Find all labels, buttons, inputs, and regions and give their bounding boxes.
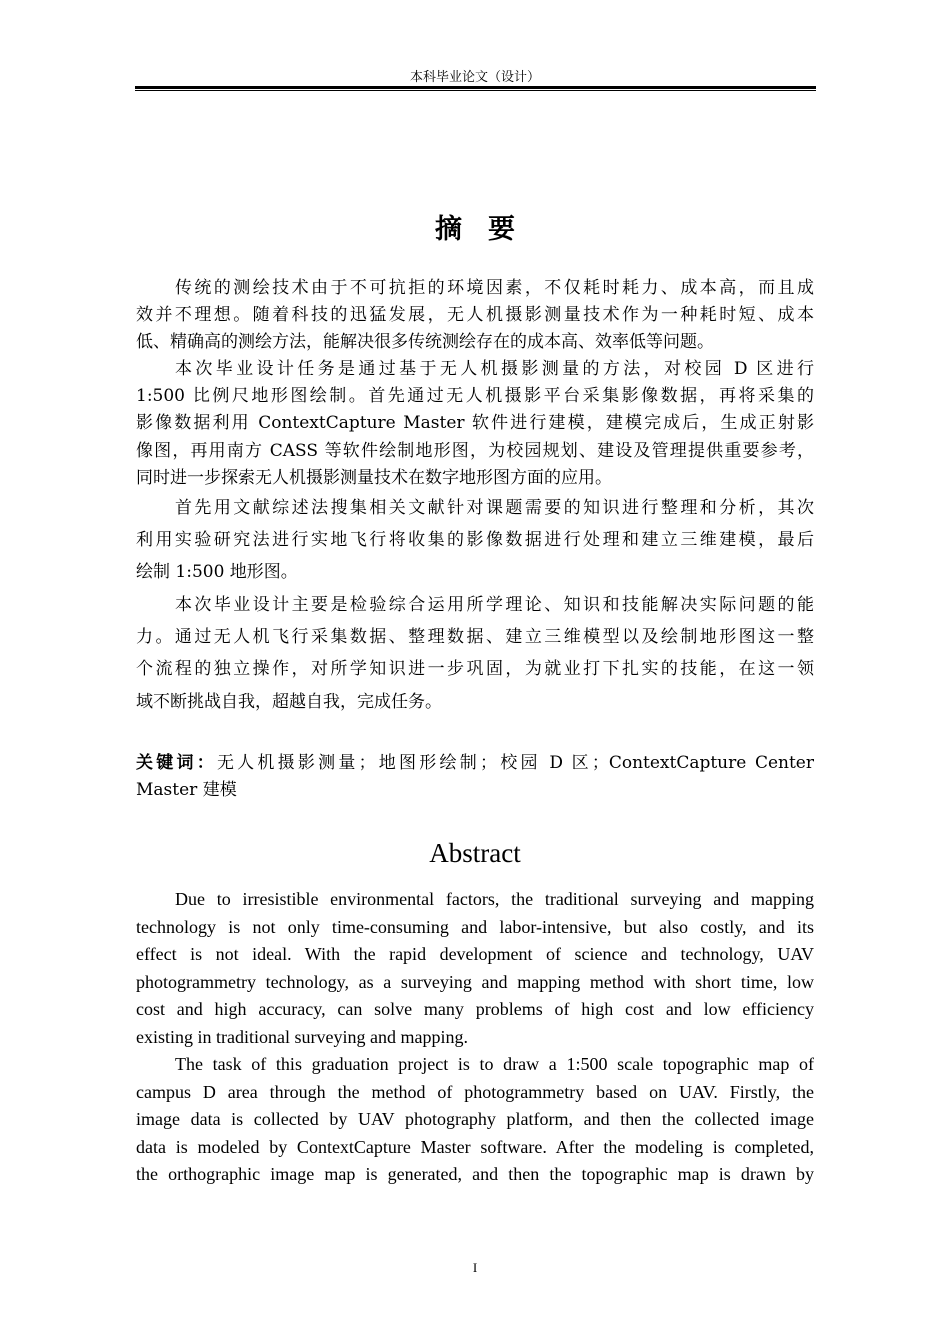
paragraph-line: Due to irresistible environmental factors, the traditional surveying and mapping xyxy=(175,889,814,909)
paragraph-line: 域不断挑战自我，超越自我，完成任务。 xyxy=(136,691,442,712)
paragraph-line: 同时进一步探索无人机摄影测量技术在数字地形图方面的应用。 xyxy=(136,467,612,488)
paragraph-line: campus D area through the method of photogrammetry based on UAV. Firstly, the xyxy=(136,1081,814,1102)
paragraph-line: The task of this graduation project is to draw a 1:500 scale topographic map of xyxy=(175,1054,814,1074)
header-rule-thin xyxy=(135,90,816,91)
keywords-text: 无人机摄影测量；地图形绘制；校园 D 区；ContextCapture Center xyxy=(216,753,814,773)
paragraph-line: cost and high accuracy, can solve many problems of high cost and low efficiency xyxy=(136,999,814,1019)
paragraph-line: the orthographic image map is generated, and then the topographic map is drawn by xyxy=(136,1164,814,1184)
paragraph-line: 1:500 比例尺地形图绘制。首先通过无人机摄影平台采集影像数据，再将采集的 xyxy=(136,386,814,407)
paragraph-line: 利用实验研究法进行实地飞行将收集的影像数据进行处理和建立三维建模，最后 xyxy=(136,530,814,551)
paragraph-line: 本次毕业设计任务是通过基于无人机摄影测量的方法，对校园 D 区进行 xyxy=(175,359,814,379)
paragraph-line: 低、精确高的测绘方法，能解决很多传统测绘存在的成本高、效率低等问题。 xyxy=(136,332,714,353)
paragraph-line: 效并不理想。随着科技的迅猛发展，无人机摄影测量技术作为一种耗时短、成本 xyxy=(136,305,814,326)
keywords-line xyxy=(136,748,814,773)
paragraph-line: 影像数据利用 ContextCapture Master 软件进行建模，建模完成后，生成正射影 xyxy=(136,413,814,434)
paragraph-line: data is modeled by ContextCapture Master software. After the modeling is completed, xyxy=(136,1136,814,1157)
paragraph-line: photogrammetry technology, as a surveying and mapping method with short time, low xyxy=(136,971,814,992)
paragraph-line: 绘制 1:500 地形图。 xyxy=(136,562,298,583)
paragraph-line: 传统的测绘技术由于不可抗拒的环境因素，不仅耗时耗力、成本高，而且成 xyxy=(175,278,814,298)
paragraph-line: 力。通过无人机飞行采集数据、整理数据、建立三维模型以及绘制地形图这一整 xyxy=(136,627,814,648)
keywords-line-2: Master 建模 xyxy=(136,780,237,800)
page-number: I xyxy=(472,1260,478,1275)
paragraph-line: 首先用文献综述法搜集相关文献针对课题需要的知识进行整理和分析，其次 xyxy=(175,498,814,518)
header-rule xyxy=(135,86,816,89)
paragraph-line: image data is collected by UAV photography platform, and then the collected image xyxy=(136,1109,814,1129)
keywords-label: 关键词： xyxy=(136,753,217,773)
abstract-en-title: Abstract xyxy=(429,838,521,868)
abstract-cn-title: 摘要 xyxy=(435,214,541,245)
paragraph-line: 像图，再用南方 CASS 等软件绘制地形图，为校园规划、建设及管理提供重要参考， xyxy=(136,440,814,461)
paragraph-line: 个流程的独立操作，对所学知识进一步巩固，为就业打下扎实的技能，在这一领 xyxy=(136,659,814,680)
paragraph-line: 本次毕业设计主要是检验综合运用所学理论、知识和技能解决实际问题的能 xyxy=(175,595,814,615)
running-header: 本科毕业论文（设计） xyxy=(409,70,540,85)
paragraph-line: technology is not only time-consuming and labor-intensive, but also costly, and its xyxy=(136,916,814,937)
paragraph-line: effect is not ideal. With the rapid development of science and technology, UAV xyxy=(136,944,814,964)
paragraph-line: existing in traditional surveying and mapping. xyxy=(136,1026,468,1047)
